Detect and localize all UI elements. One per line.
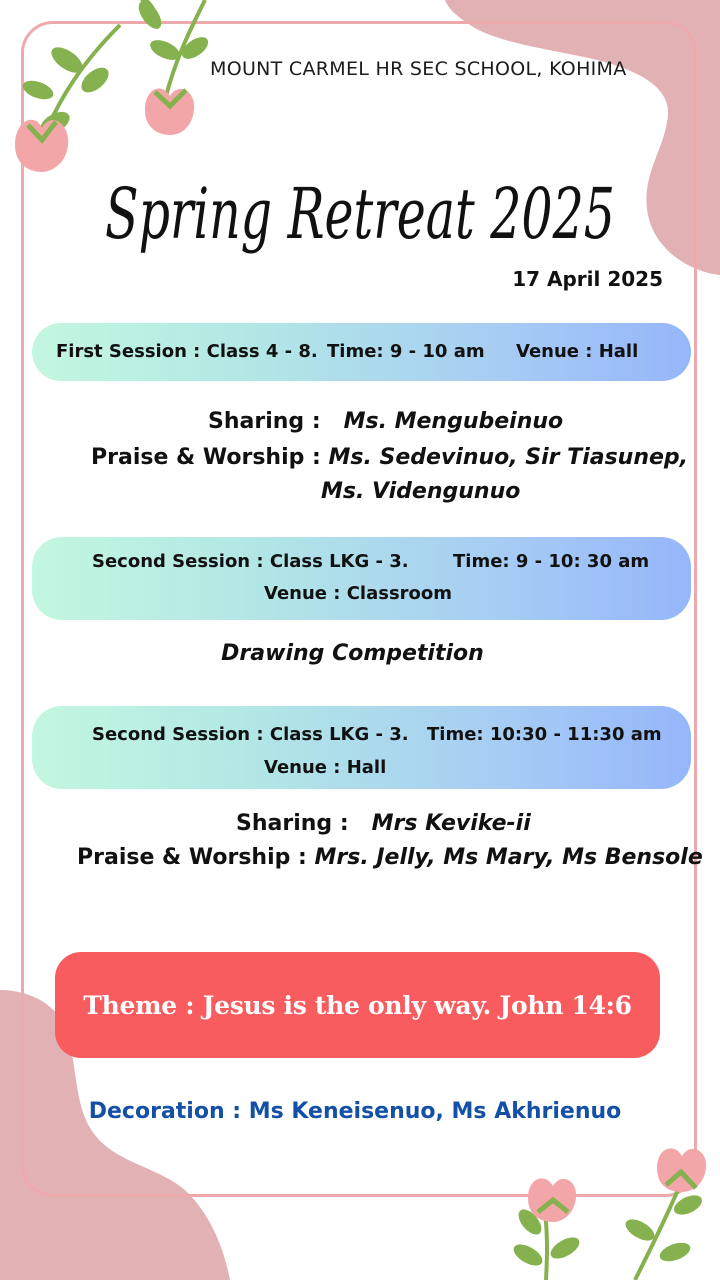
session-class: Second Session : Class LKG - 3. (92, 551, 409, 572)
praise-line-2 (77, 845, 703, 870)
session-venue: Venue : Hall (264, 757, 387, 778)
session-time: Time: 9 - 10 am (327, 341, 485, 362)
session-class: Second Session : Class LKG - 3. (92, 724, 409, 745)
event-title-text: Spring Retreat 2025 (105, 173, 615, 255)
session-venue: Venue : Hall (516, 341, 639, 362)
praise-names: Mrs. Jelly, Ms Mary, Ms Bensole (314, 845, 703, 870)
theme-text: Theme : Jesus is the only way. John 14:6 (83, 990, 632, 1020)
session-venue: Venue : Classroom (264, 583, 453, 604)
event-title (95, 140, 625, 280)
session-time: Time: 9 - 10: 30 am (453, 551, 650, 572)
praise-label: Praise & Worship : (77, 845, 307, 870)
sharing-line-1 (208, 409, 563, 434)
session-time: Time: 10:30 - 11:30 am (427, 724, 662, 745)
session-banner-third (32, 706, 691, 789)
session-class: First Session : Class 4 - 8. (56, 341, 318, 362)
praise-names-cont: Ms. Videngunuo (321, 479, 521, 504)
praise-names: Ms. Sedevinuo, Sir Tiasunep, (328, 445, 689, 470)
sharing-label: Sharing : (236, 811, 349, 836)
event-date: 17 April 2025 (512, 267, 663, 291)
sharing-label: Sharing : (208, 409, 321, 434)
sharing-name: Ms. Mengubeinuo (343, 409, 564, 434)
praise-line-1 (91, 445, 688, 470)
school-name: MOUNT CARMEL HR SEC SCHOOL, KOHIMA (210, 58, 627, 80)
decoration-credits: Decoration : Ms Keneisenuo, Ms Akhrienuo (88, 1099, 622, 1124)
theme-banner (55, 952, 660, 1058)
session-banner-first (32, 323, 691, 381)
praise-label: Praise & Worship : (91, 445, 321, 470)
sharing-name: Mrs Kevike-ii (371, 811, 531, 836)
activity-title: Drawing Competition (221, 641, 484, 666)
session-banner-second (32, 537, 691, 620)
sharing-line-2 (236, 811, 531, 836)
